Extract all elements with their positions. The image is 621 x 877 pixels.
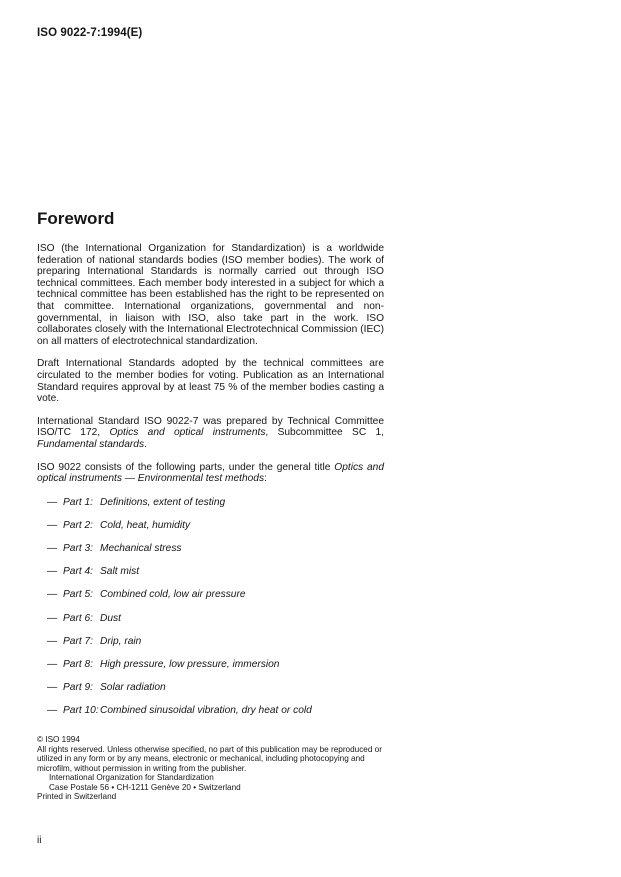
part-number: Part 7: bbox=[63, 635, 94, 647]
foreword-body bbox=[37, 243, 384, 729]
part-number: Part 2: bbox=[63, 519, 94, 531]
dash-bullet: — bbox=[47, 682, 58, 694]
part-number: Part 6: bbox=[63, 612, 94, 624]
part-number: Part 4: bbox=[63, 566, 94, 578]
list-item bbox=[37, 566, 384, 589]
parts-list bbox=[37, 497, 384, 729]
dash-bullet: — bbox=[47, 659, 58, 670]
general-title: Optics and optical instruments — Environmental test methods bbox=[37, 461, 385, 485]
copyright-line: © ISO 1994 bbox=[37, 735, 80, 744]
paragraph-3-mid: , Subcommittee SC 1, bbox=[265, 427, 385, 439]
subcommittee-title: Fundamental standards bbox=[37, 438, 145, 450]
dash-bullet: — bbox=[47, 496, 58, 508]
dash-bullet: — bbox=[47, 612, 58, 624]
list-item bbox=[37, 589, 384, 612]
list-item bbox=[37, 613, 384, 636]
part-number: Part 1: bbox=[63, 496, 94, 508]
paragraph-4-prefix: ISO 9022 consists of the following parts, under the general title bbox=[37, 461, 335, 473]
part-title: High pressure, low pressure, immersion bbox=[100, 659, 280, 670]
part-title: Dust bbox=[100, 612, 121, 624]
part-title: Cold, heat, humidity bbox=[100, 519, 191, 531]
list-item bbox=[37, 520, 384, 543]
printed-in: Printed in Switzerland bbox=[37, 792, 117, 801]
dash-bullet: — bbox=[47, 705, 58, 717]
paragraph-4-suffix: : bbox=[264, 473, 267, 485]
dash-bullet: — bbox=[47, 635, 58, 647]
part-title: Combined cold, low air pressure bbox=[100, 589, 246, 601]
dash-bullet: — bbox=[47, 519, 58, 531]
paragraph-4 bbox=[37, 462, 384, 485]
part-title: Mechanical stress bbox=[100, 543, 182, 555]
list-item bbox=[37, 636, 384, 659]
part-number: Part 10: bbox=[63, 705, 99, 717]
part-number: Part 3: bbox=[63, 543, 94, 555]
committee-title: Optics and optical instruments bbox=[109, 427, 266, 439]
part-title: Combined sinusoidal vibration, dry heat or cold bbox=[100, 705, 312, 717]
list-item bbox=[37, 682, 384, 705]
document-id: ISO 9022-7:1994(E) bbox=[37, 27, 143, 39]
publisher-address: Case Postale 56 • CH-1211 Genève 20 • Switzerland bbox=[49, 782, 241, 792]
list-item bbox=[37, 543, 384, 566]
dash-bullet: — bbox=[47, 543, 58, 555]
part-title: Solar radiation bbox=[100, 682, 166, 694]
part-number: Part 8: bbox=[63, 659, 94, 670]
list-item bbox=[37, 705, 384, 728]
part-title: Definitions, extent of testing bbox=[100, 496, 226, 508]
dash-bullet: — bbox=[47, 566, 58, 578]
page-number: ii bbox=[37, 835, 42, 846]
paragraph-1: ISO (the International Organization for Standardization) is a worldwide federation of national standards bodies (ISO member bodies). The work of preparing International Standards is normally carried out through ISO technical committees. Each member body interested in a subject for which a technical committee has been established has the right to be represented on that committee. International organizations, governmental and non-governmental, in liaison with ISO, also take part in the work. ISO collaborates closely with the International Electrotechnical Commission (IEC) on all matters of electrotechnical standardization. bbox=[37, 243, 384, 347]
paragraph-3 bbox=[37, 416, 384, 451]
part-number: Part 9: bbox=[63, 682, 94, 694]
copyright-notice bbox=[37, 735, 387, 802]
dash-bullet: — bbox=[47, 589, 58, 601]
page-title: Foreword bbox=[37, 209, 115, 228]
list-item bbox=[37, 659, 384, 682]
rights-statement: All rights reserved. Unless otherwise specified, no part of this publication may be reproduced or utilized in any form or by any means, electronic or mechanical, including photocopying and microfilm, without permission in writing from the publisher. bbox=[37, 744, 382, 773]
publisher-name: International Organization for Standardization bbox=[49, 773, 214, 782]
part-title: Drip, rain bbox=[100, 635, 142, 647]
part-number: Part 5: bbox=[63, 589, 94, 601]
paragraph-2: Draft International Standards adopted by the technical committees are circulated to the member bodies for voting. Publication as an International Standard requires approval by at least 75 % of the member bodies casting a vote. bbox=[37, 358, 384, 405]
paragraph-3-suffix: . bbox=[144, 438, 147, 450]
list-item bbox=[37, 497, 384, 520]
paragraph-3-prefix: International Standard ISO 9022-7 was prepared by Technical Committee ISO/TC 172, bbox=[37, 415, 384, 439]
part-title: Salt mist bbox=[100, 566, 140, 578]
